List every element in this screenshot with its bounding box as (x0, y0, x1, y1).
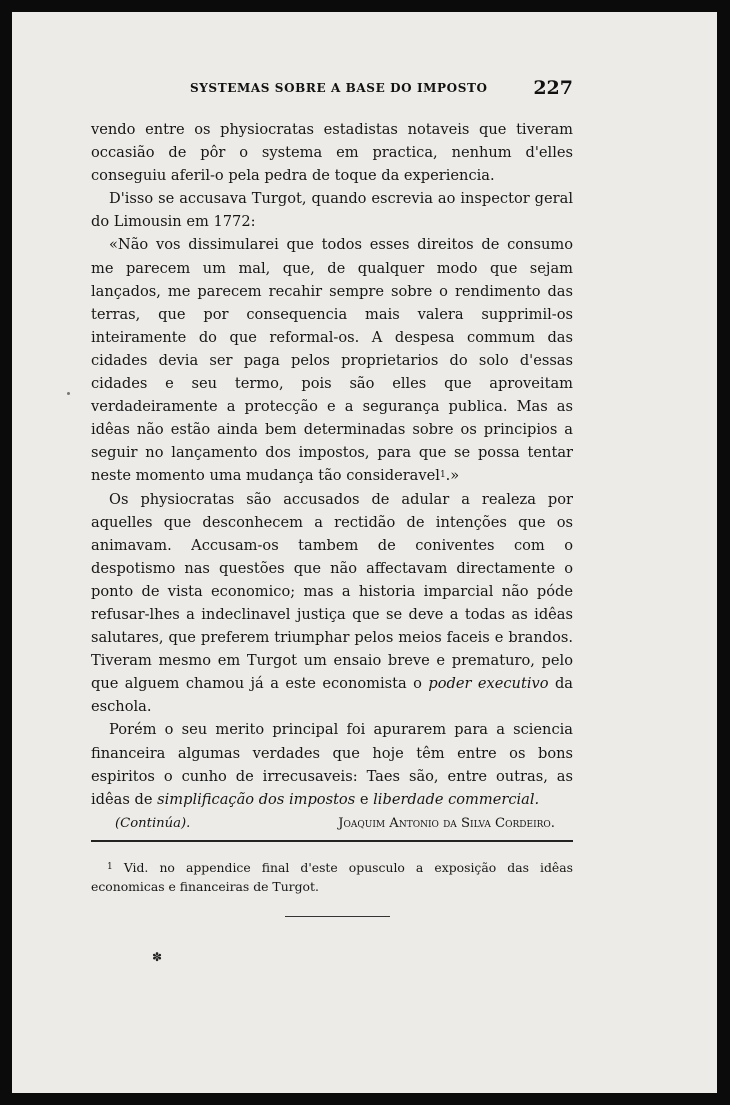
paragraph-5 (91, 718, 573, 810)
paragraph-2: D'isso se accusava Turgot, quando escrevia ao inspector geral do Limousin em 1772: (91, 190, 573, 231)
paragraph-1: vendo entre os physiocratas estadistas notaveis que tiveram occasião de pôr o systema em practica, nenhum d'elles conseguiu aferil-o pela pedra de toque da experiencia. (91, 121, 573, 185)
p5-italic-2: liberdade commercial. (373, 790, 540, 808)
paragraph-4 (91, 488, 573, 719)
p4-text: Os physiocratas são accusados de adular a realeza por aquelles que desconhecem a rectidão de intenções que os animavam. Accusam-os tambem de coniventes com o despotismo nas questões que não affectavam directamente o ponto de vista economico; mas a historia imparcial não póde refusar-lhes a indeclinavel justiça que se deve a todas as idêas salutares, que preferem triumphar pelos meios faceis e brandos. Tiveram mesmo em Turgot um ensaio breve e prematuro, pelo que alguem chamou já a este economista o (91, 490, 573, 693)
continua-note: (Continúa). (115, 815, 191, 831)
footnote-mark: 1 (107, 862, 113, 872)
ink-speck (67, 392, 70, 395)
p4-end: da eschola. (91, 675, 574, 716)
page-number: 227 (533, 77, 573, 99)
footnote-divider (91, 840, 573, 842)
body-text (91, 118, 573, 835)
running-title: SYSTEMAS SOBRE A BASE DO IMPOSTO (190, 81, 488, 95)
p5-italic-1: simplificação dos impostos (157, 790, 356, 808)
p5-and: e (359, 790, 369, 808)
footnote (91, 858, 573, 896)
footnote-text: Vid. no appendice final d'este opusculo a exposição das idêas economicas e financeiras de Turgot. (91, 860, 573, 894)
footnote-reference: 1 (439, 470, 446, 481)
signature-line (91, 812, 573, 835)
footnote-paragraph (91, 858, 573, 896)
page-header (90, 77, 573, 103)
quote-close: .» (445, 467, 460, 485)
quote-text: «Não vos dissimularei que todos esses direitos de consumo me parecem um mal, que, de qualquer modo que sejam lançados, me parecem recahir sempre sobre o rendimento das terras, que por consequencia mais valera supprimil-os inteiramente do que reformal-os. A despesa commum das cidades devia ser paga pelos proprietarios do solo d'essas cidades e seu termo, pois são elles que aproveitam verdadeiramente a protecção e a segurança publica. Mas as idêas não estão ainda bem determinadas sobre os principios a seguir no lançamento dos impostos, para que se possa tentar neste momento uma mudança tão consideravel (91, 236, 573, 485)
p4-italic: poder executivo (428, 675, 549, 693)
closing-rule (285, 916, 390, 917)
paragraph-3-quote (91, 233, 573, 487)
asterisk-ornament: ✽ (152, 950, 163, 964)
author-name: Joaquim Antonio da Silva Cordeiro. (338, 815, 555, 831)
p5-text: Porém o seu merito principal foi apurarem para a sciencia financeira algumas verdades que hoje têm entre os bons espiritos o cunho de irrecusaveis: Taes são, entre outras, as idêas de (91, 721, 573, 808)
